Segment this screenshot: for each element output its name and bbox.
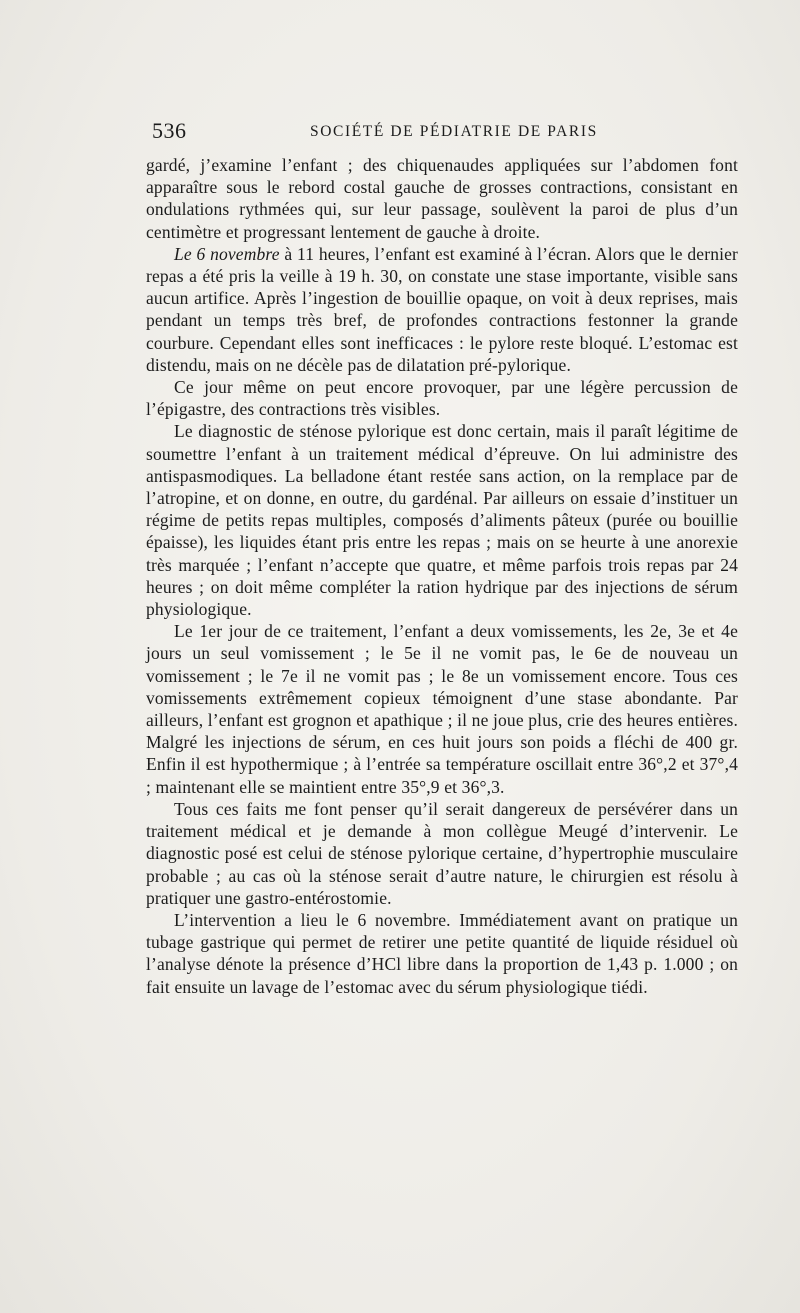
paragraph-2-text: à 11 heures, l’enfant est examiné à l’écran. Alors que le dernier repas a été pris la veille à 19 h. 30, on constate une stase importante, visible sans aucun artifice. Après l’ingestion de bouillie opaque, on voit à deux reprises, mais pendant un temps très bref, de profondes contractions festonner la grande courbure. Cependant elles sont inefficaces : le pylore reste bloqué. L’estomac est distendu, mais on ne décèle pas de dilatation pré-pylorique. bbox=[146, 243, 738, 375]
paragraph-3-text: Ce jour même on peut encore provoquer, par une légère percussion de l’épigastre, des contractions très visibles. bbox=[146, 377, 738, 420]
paragraph-2-date: Le 6 novembre bbox=[174, 243, 280, 264]
paragraph-4-text: Le diagnostic de sténose pylorique est donc certain, mais il paraît légitime de soumettre l’enfant à un traitement médical d’épreuve. On lui administre des antispasmodiques. La belladone étant restée sans action, on la remplace par de l’atropine, et on donne, en outre, du gardénal. Par ailleurs on essaie d’instituer un régime de petits repas multiples, composés d’aliments pâteux (purée ou bouillie épaisse), les liquides étant pris entre les repas ; mais on se heurte à une anorexie très marquée ; l’enfant n’accepte que quatre, et même parfois trois repas par 24 heures ; on doit même compléter la ration hydrique par des injections de sérum physiologique. bbox=[146, 421, 738, 620]
running-title: SOCIÉTÉ DE PÉDIATRIE DE PARIS bbox=[310, 123, 598, 140]
paragraph-3 bbox=[146, 376, 738, 420]
paragraph-6 bbox=[146, 798, 738, 909]
page-number: 536 bbox=[152, 118, 187, 143]
paragraph-6-text: Tous ces faits me font penser qu’il serait dangereux de persévérer dans un traitement médical et je demande à mon collègue Meugé d’intervenir. Le diagnostic posé est celui de sténose pylorique certaine, d’hypertrophie musculaire probable ; au cas où la sténose serait d’autre nature, le chirurgien est résolu à pratiquer une gastro-entérostomie. bbox=[146, 798, 738, 908]
body-text bbox=[146, 154, 738, 998]
paragraph-4 bbox=[146, 420, 738, 620]
paragraph-7-text: L’intervention a lieu le 6 novembre. Immédiatement avant on pratique un tubage gastrique qui permet de retirer une petite quantité de liquide résiduel où l’analyse dénote la présence d’HCl libre dans la proportion de 1,43 p. 1.000 ; on fait ensuite un lavage de l’estomac avec du sérum physiologique tiédi. bbox=[146, 909, 738, 997]
paragraph-7 bbox=[146, 909, 738, 998]
paragraph-5 bbox=[146, 620, 738, 798]
paragraph-1 bbox=[146, 154, 738, 243]
page-header bbox=[150, 118, 750, 148]
paragraph-5-text: Le 1er jour de ce traitement, l’enfant a deux vomissements, les 2e, 3e et 4e jours un seul vomissement ; le 5e il ne vomit pas, le 6e de nouveau un vomissement ; le 7e il ne vomit pas ; le 8e un vomissement encore. Tous ces vomissements extrêmement copieux témoignent d’une stase abondante. Par ailleurs, l’enfant est grognon et apathique ; il ne joue plus, crie des heures entières. Malgré les injections de sérum, en ces huit jours son poids a fléchi de 400 gr. Enfin il est hypothermique ; à l’entrée sa température oscillait entre 36°,2 et 37°,4 ; maintenant elle se maintient entre 35°,9 et 36°,3. bbox=[146, 621, 738, 797]
paragraph-2 bbox=[146, 243, 738, 376]
paragraph-1-text: gardé, j’examine l’enfant ; des chiquenaudes appliquées sur l’abdomen font apparaître sous le rebord costal gauche de grosses contractions, consistant en ondulations rythmées qui, sur leur passage, soulèvent la paroi de plus d’un centimètre et progressant lentement de gauche à droite. bbox=[146, 155, 738, 242]
